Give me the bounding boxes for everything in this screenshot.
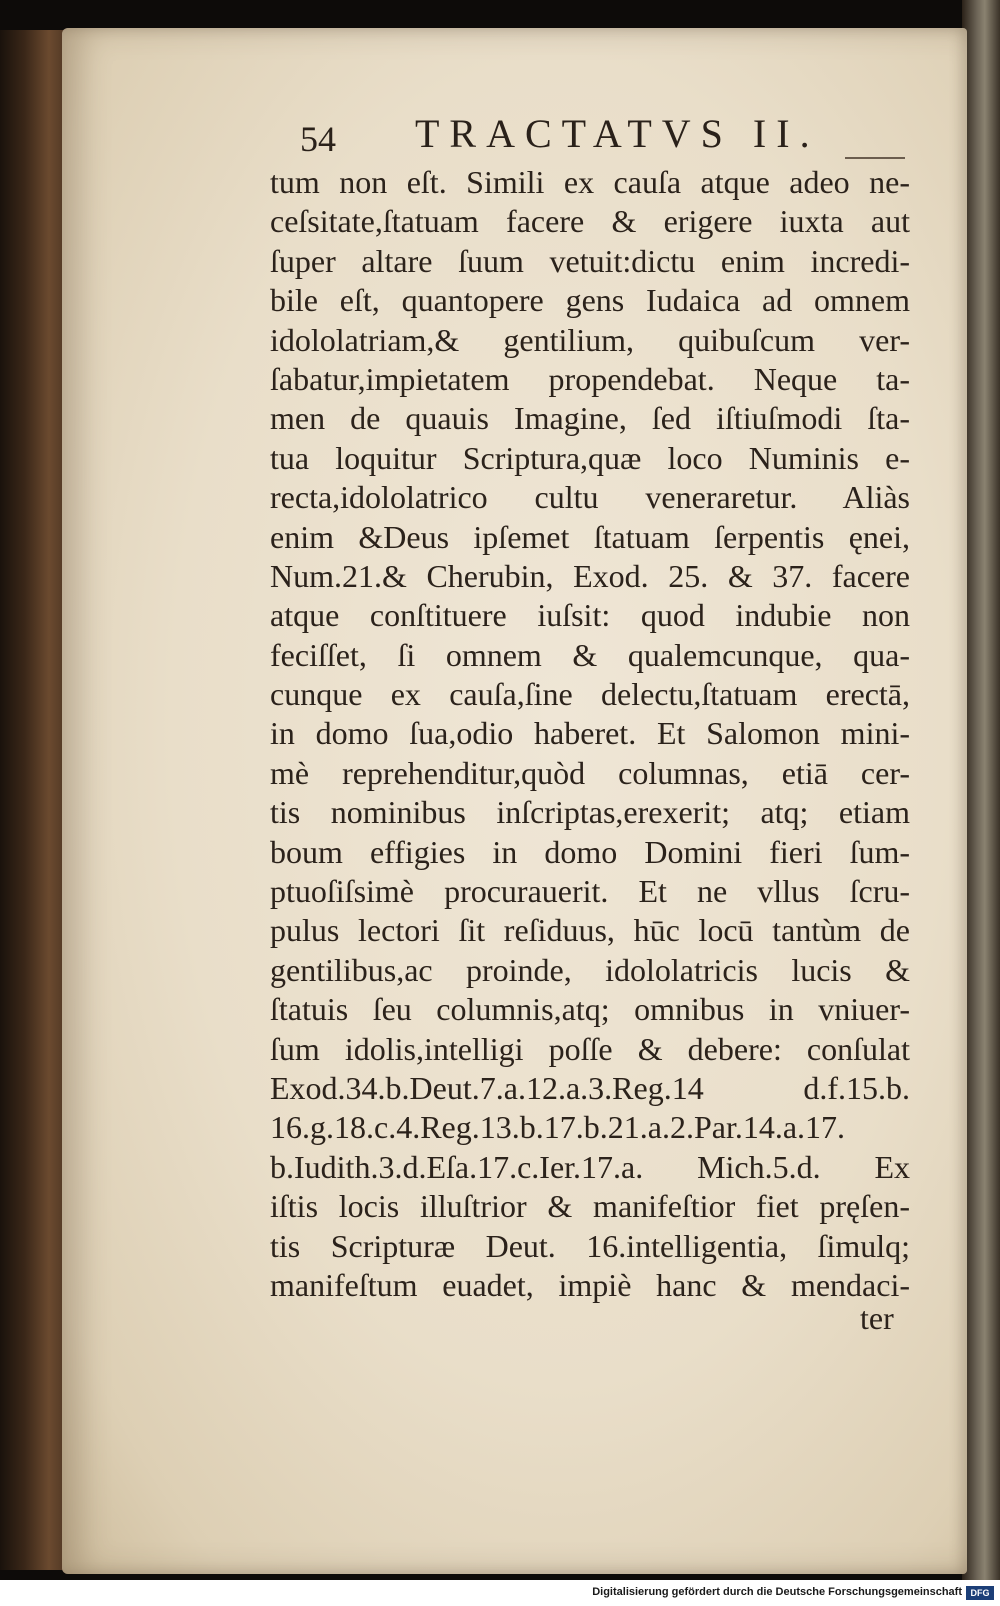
text-line: ptuoſiſsimè procurauerit. Et ne vllus ſcru-: [270, 873, 910, 910]
dfg-logo: DFG: [966, 1586, 994, 1600]
text-line: ceſsitate,ſtatuam facere & erigere iuxta aut: [270, 203, 910, 240]
text-line: ſtatuis ſeu columnis,atq; omnibus in vniuer-: [270, 991, 910, 1028]
page-number: 54: [300, 119, 336, 159]
text-line: Num.21.& Cherubin, Exod. 25. & 37. facere: [270, 557, 910, 594]
running-head-title: TRACTATVS II.: [415, 111, 820, 156]
text-line: idololatriam,& gentilium, quibuſcum ver-: [270, 321, 910, 358]
text-line: 16.g.18.c.4.Reg.13.b.17.b.21.a.2.Par.14.a.17.: [270, 1109, 846, 1146]
text-line: cunque ex cauſa,ſine delectu,ſtatuam erectā,: [270, 676, 910, 713]
text-line: gentilibus,ac proinde, idololatricis lucis &: [270, 951, 910, 988]
text-line: tua loquitur Scriptura,quæ loco Numinis e-: [270, 439, 910, 476]
text-line: Exod.34.b.Deut.7.a.12.a.3.Reg.14 d.f.15.b.: [270, 1069, 910, 1106]
catchword: ter: [860, 1300, 894, 1336]
book-binding-left: [0, 30, 70, 1570]
running-head: [300, 100, 860, 160]
text-line: atque conſtituere iuſsit: quod indubie non: [270, 597, 910, 634]
body-text: [270, 163, 910, 1305]
text-line: tis nominibus inſcriptas,erexerit; atq; etiam: [270, 794, 910, 831]
head-rule: [845, 157, 905, 159]
text-line: bile eſt, quantopere gens Iudaica ad omnem: [270, 282, 910, 319]
text-line: pulus lectori ſit reſiduus, hūc locū tantùm de: [270, 912, 910, 949]
text-line: ſum idolis,intelligi poſſe & debere: conſulat: [270, 1030, 910, 1067]
text-line: tis Scripturæ Deut. 16.intelligentia, ſimulq;: [270, 1227, 910, 1264]
text-line: boum effigies in domo Domini fieri ſum-: [270, 833, 910, 870]
text-line: enim &Deus ipſemet ſtatuam ſerpentis ęnei,: [270, 518, 910, 555]
text-line: b.Iudith.3.d.Eſa.17.c.Ier.17.a. Mich.5.d. Ex: [270, 1148, 910, 1185]
text-line: men de quauis Imagine, ſed iſtiuſmodi ſta-: [270, 400, 910, 437]
text-line: iſtis locis illuſtrior & manifeſtior fiet pręſen-: [270, 1188, 910, 1225]
text-line: manifeſtum euadet, impiè hanc & mendaci-: [270, 1266, 910, 1303]
text-line: tum non eſt. Simili ex cauſa atque adeo ne-: [270, 164, 910, 200]
text-line: feciſſet, ſi omnem & qualemcunque, qua-: [270, 636, 910, 673]
text-line: ſuper altare ſuum vetuit:dictu enim incredi-: [270, 242, 910, 279]
text-line: ſabatur,impietatem propendebat. Neque ta-: [270, 360, 910, 397]
text-line: recta,idololatrico cultu veneraretur. Aliàs: [270, 479, 910, 516]
page-edges-right: [962, 0, 1000, 1580]
text-line: mè reprehenditur,quòd columnas, etiā cer-: [270, 754, 910, 791]
text-line: in domo ſua,odio haberet. Et Salomon mini-: [270, 715, 910, 752]
digitization-credit: Digitalisierung gefördert durch die Deutsche Forschungsgemeinschaft: [592, 1586, 962, 1598]
